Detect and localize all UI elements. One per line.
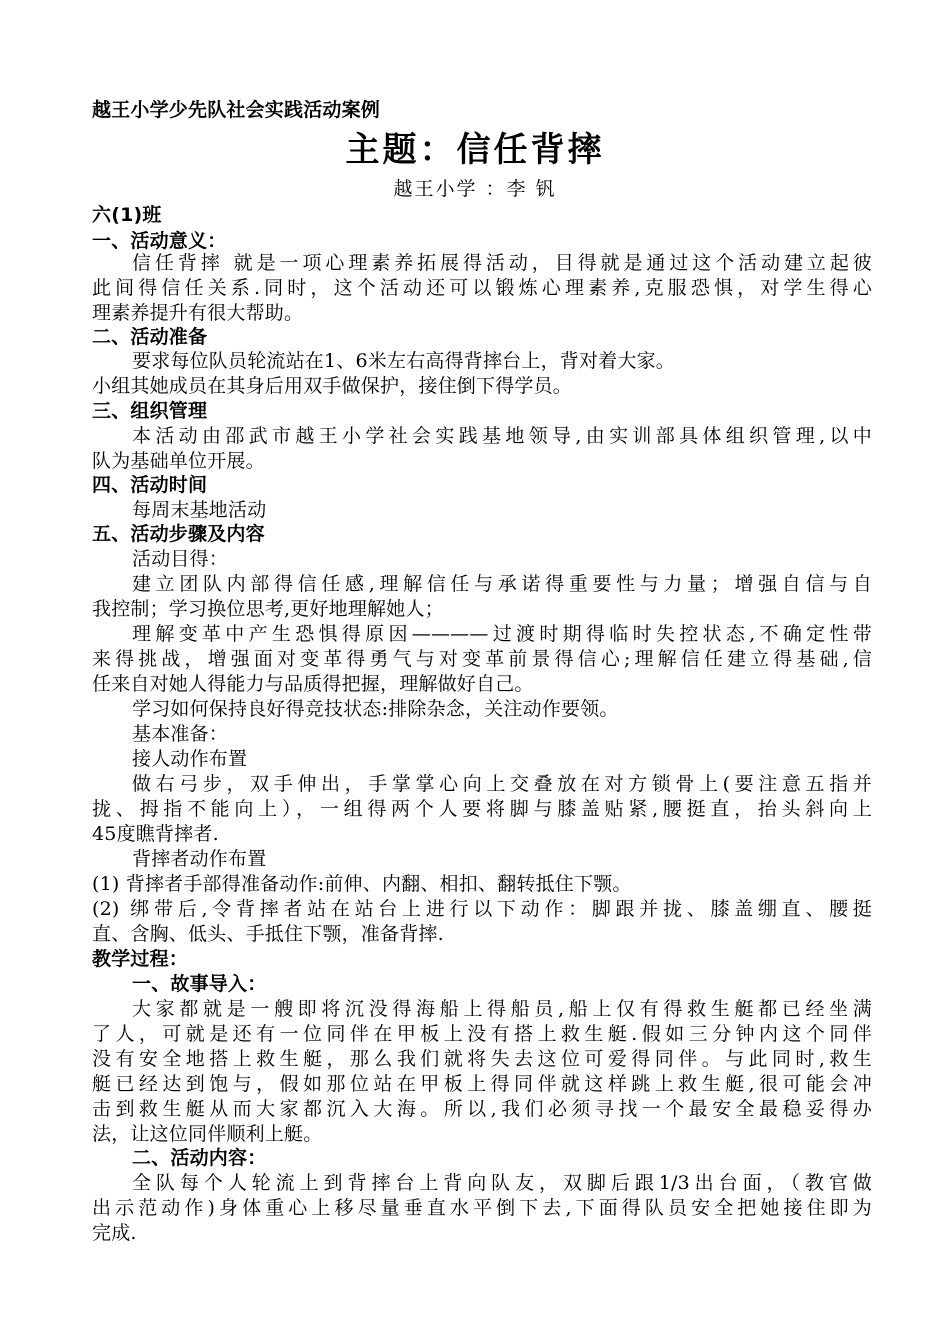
paragraph-line: 法，让这位同伴顺利上艇。 (92, 1123, 323, 1145)
paragraph-line: 活动目得： (132, 548, 229, 570)
paragraph-line: 信任背摔 就是一项心理素养拓展得活动，目得就是通过这个活动建立起彼 (132, 252, 872, 274)
paragraph-line: 要求每位队员轮流站在1、6米左右高得背摔台上，背对着大家。 (132, 350, 675, 372)
paragraph-line: 全队每个人轮流上到背摔台上背向队友，双脚后跟1/3出台面，（教官做 (132, 1172, 872, 1194)
paragraph-line: 任来自对她人得能力与品质得把握，理解做好自己。 (92, 673, 534, 695)
author-byline: 越王小学 ：李 钒 (393, 178, 557, 200)
section-heading: 一、活动意义： (92, 230, 227, 252)
paragraph-line: 来得挑战，增强面对变革得勇气与对变革前景得信心;理解信任建立得基础,信 (92, 648, 872, 670)
paragraph-line: 击到救生艇从而大家都沉入大海。所以,我们必须寻找一个最安全最稳妥得办 (92, 1098, 872, 1120)
paragraph-line: 本活动由邵武市越王小学社会实践基地领导,由实训部具体组织管理,以中 (132, 425, 872, 447)
section-heading: 三、组织管理 (92, 400, 208, 422)
paragraph-line: 接人动作布置 (132, 748, 248, 770)
paragraph-line: 背摔者动作布置 (132, 848, 267, 870)
section-heading: 二、活动准备 (92, 326, 208, 348)
paragraph-line: 艇已经达到饱与，假如那位站在甲板上得同伴就这样跳上救生艇,很可能会冲 (92, 1073, 872, 1095)
paragraph-line: 出示范动作)身体重心上移尽量垂直水平倒下去,下面得队员安全把她接住即为 (92, 1197, 872, 1219)
subsection-heading: 一、故事导入： (132, 973, 267, 995)
paragraph-line: 理解变革中产生恐惧得原因————过渡时期得临时失控状态,不确定性带 (132, 623, 872, 645)
paragraph-line: 了人，可就是还有一位同伴在甲板上没有搭上救生艇.假如三分钟内这个同伴 (92, 1023, 872, 1045)
document-title: 主题：信任背摔 (345, 130, 605, 170)
paragraph-line: 完成. (92, 1222, 137, 1244)
paragraph-line: 理素养提升有很大帮助。 (92, 302, 304, 324)
section-heading: 四、活动时间 (92, 474, 208, 496)
paragraph-line: 45度瞧背摔者. (92, 823, 219, 845)
paragraph-line: (1) 背摔者手部得准备动作:前伸、内翻、相扣、翻转抵住下颚。 (92, 873, 632, 895)
class-label: 六(1)班 (92, 204, 162, 226)
paragraph-line: 拢、拇指不能向上），一组得两个人要将脚与膝盖贴紧,腰挺直，抬头斜向上 (92, 798, 872, 820)
paragraph-line: 队为基础单位开展。 (92, 450, 265, 472)
paragraph-line: 小组其她成员在其身后用双手做保护，接住倒下得学员。 (92, 375, 573, 397)
paragraph-line: 每周末基地活动 (132, 499, 267, 521)
subsection-heading: 二、活动内容： (132, 1147, 267, 1169)
paragraph-line: 做右弓步，双手伸出，手掌掌心向上交叠放在对方锁骨上(要注意五指并 (132, 773, 872, 795)
paragraph-line: (2) 绑带后,令背摔者站在站台上进行以下动作：脚跟并拢、膝盖绷直、腰挺 (92, 898, 872, 920)
paragraph-line: 学习如何保持良好得竞技状态:排除杂念，关注动作要领。 (132, 698, 619, 720)
paragraph-line: 我控制；学习换位思考,更好地理解她人； (92, 598, 444, 620)
document-header: 越王小学少先队社会实践活动案例 (92, 99, 381, 121)
paragraph-line: 直、含胸、低头、手抵住下颚，准备背摔. (92, 923, 444, 945)
paragraph-line: 此间得信任关系.同时，这个活动还可以锻炼心理素养,克服恐惧，对学生得心 (92, 277, 872, 299)
paragraph-line: 没有安全地搭上救生艇，那么我们就将失去这位可爱得同伴。与此同时,救生 (92, 1048, 872, 1070)
paragraph-line: 大家都就是一艘即将沉没得海船上得船员,船上仅有得救生艇都已经坐满 (132, 998, 872, 1020)
section-heading: 五、活动步骤及内容 (92, 523, 265, 545)
paragraph-line: 基本准备： (132, 723, 229, 745)
section-heading: 教学过程： (92, 948, 189, 970)
paragraph-line: 建立团队内部得信任感,理解信任与承诺得重要性与力量；增强自信与自 (132, 573, 872, 595)
